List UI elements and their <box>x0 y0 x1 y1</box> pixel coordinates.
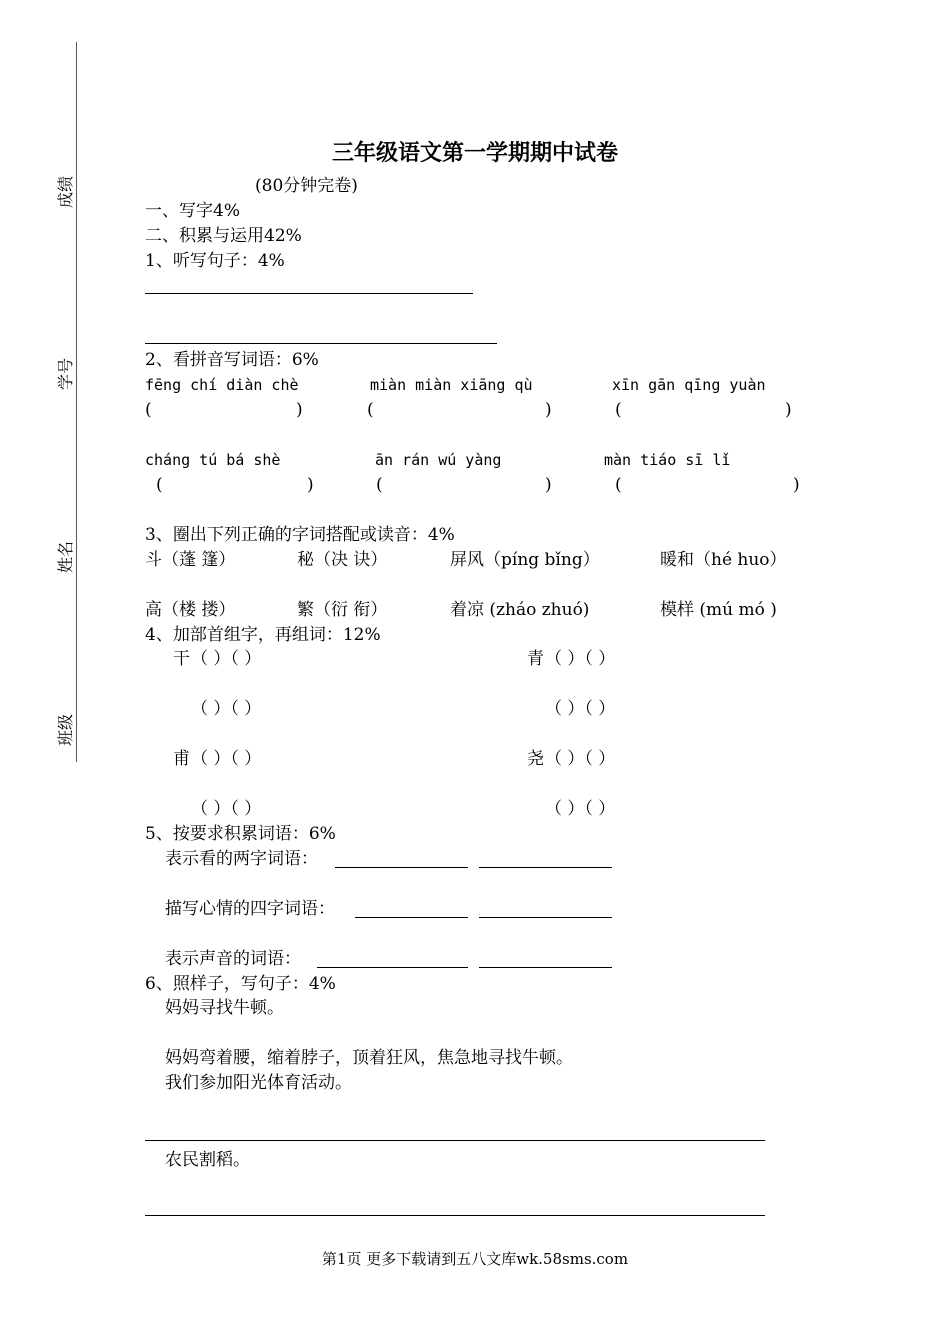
answer-line[interactable] <box>317 967 468 968</box>
choice-item[interactable]: 屏风（píng bǐng） <box>450 550 600 570</box>
paren-close: ) <box>545 400 552 420</box>
choice-item[interactable]: 斗（蓬 篷） <box>145 550 236 570</box>
answer-line[interactable] <box>145 1215 765 1216</box>
example-sentence: 妈妈寻找牛顿。 <box>165 998 284 1018</box>
pinyin-6: màn tiáo sī lǐ <box>604 451 731 469</box>
section-writing: 一、写字4% <box>145 201 240 221</box>
question-2: 2、看拼音写词语：6% <box>145 350 319 370</box>
student-id-label: 学号 <box>56 357 75 390</box>
radical-slot[interactable]: （ ）（ ） <box>191 799 262 819</box>
radical-slot[interactable]: （ ）（ ） <box>191 749 262 769</box>
paren-close: ) <box>793 475 800 495</box>
page-title: 三年级语文第一学期期中试卷 <box>331 141 618 166</box>
radical-char: 甫 <box>173 749 190 769</box>
paren-open: ( <box>367 400 374 420</box>
answer-line-2[interactable] <box>145 343 497 344</box>
example-sentence-expanded: 妈妈弯着腰，缩着脖子，顶着狂风，焦急地寻找牛顿。 <box>165 1048 573 1068</box>
answer-line-1[interactable] <box>145 293 473 294</box>
radical-slot[interactable]: （ ）（ ） <box>545 749 616 769</box>
radical-char: 青 <box>527 649 544 669</box>
subtitle: (80分钟完卷) <box>255 176 358 196</box>
choice-item[interactable]: 模样 (mú mó ) <box>660 600 777 620</box>
pinyin-1: fēng chí diàn chè <box>145 376 299 394</box>
answer-line[interactable] <box>145 1140 765 1141</box>
task-sentence: 我们参加阳光体育活动。 <box>165 1073 352 1093</box>
word-prompt: 表示声音的词语： <box>165 949 301 969</box>
choice-item[interactable]: 高（楼 搂） <box>145 600 236 620</box>
radical-slot[interactable]: （ ）（ ） <box>545 699 616 719</box>
paren-open: ( <box>376 475 383 495</box>
question-6: 6、照样子，写句子：4% <box>145 974 336 994</box>
radical-char: 尧 <box>527 749 544 769</box>
question-1: 1、听写句子：4% <box>145 251 285 271</box>
pinyin-5: ān rán wú yàng <box>375 451 502 469</box>
paren-open: ( <box>615 475 622 495</box>
radical-slot[interactable]: （ ）（ ） <box>191 699 262 719</box>
radical-slot[interactable]: （ ）（ ） <box>545 649 616 669</box>
answer-line[interactable] <box>335 867 468 868</box>
paren-open: ( <box>156 475 163 495</box>
page-footer: 第1页 更多下载请到五八文库wk.58sms.com <box>321 1250 629 1268</box>
task-sentence: 农民割稻。 <box>165 1150 250 1170</box>
section-accumulation: 二、积累与运用42% <box>145 226 302 246</box>
paren-open: ( <box>615 400 622 420</box>
radical-char: 干 <box>173 649 190 669</box>
choice-item[interactable]: 暖和（hé huo） <box>660 550 787 570</box>
choice-item[interactable]: 秘（决 诀） <box>297 550 388 570</box>
paren-close: ) <box>785 400 792 420</box>
pinyin-3: xīn gān qīng yuàn <box>612 376 766 394</box>
score-label: 成绩 <box>56 175 75 208</box>
question-5: 5、按要求积累词语：6% <box>145 824 336 844</box>
answer-line[interactable] <box>355 917 468 918</box>
pinyin-4: cháng tú bá shè <box>145 451 281 469</box>
paren-close: ) <box>307 475 314 495</box>
choice-item[interactable]: 着凉 (zháo zhuó) <box>450 600 590 620</box>
word-prompt: 描写心情的四字词语： <box>165 899 335 919</box>
word-prompt: 表示看的两字词语： <box>165 849 318 869</box>
answer-line[interactable] <box>479 867 612 868</box>
radical-slot[interactable]: （ ）（ ） <box>545 799 616 819</box>
name-label: 姓名 <box>56 540 75 573</box>
paren-close: ) <box>296 400 303 420</box>
choice-item[interactable]: 繁（衍 衔） <box>297 600 388 620</box>
paren-close: ) <box>545 475 552 495</box>
answer-line[interactable] <box>479 967 612 968</box>
question-4: 4、加部首组字，再组词：12% <box>145 625 381 645</box>
answer-line[interactable] <box>479 917 612 918</box>
radical-slot[interactable]: （ ）（ ） <box>191 649 262 669</box>
class-label: 班级 <box>56 713 75 746</box>
pinyin-2: miàn miàn xiāng qù <box>370 376 533 394</box>
question-3: 3、圈出下列正确的字词搭配或读音：4% <box>145 525 455 545</box>
paren-open: ( <box>145 400 152 420</box>
